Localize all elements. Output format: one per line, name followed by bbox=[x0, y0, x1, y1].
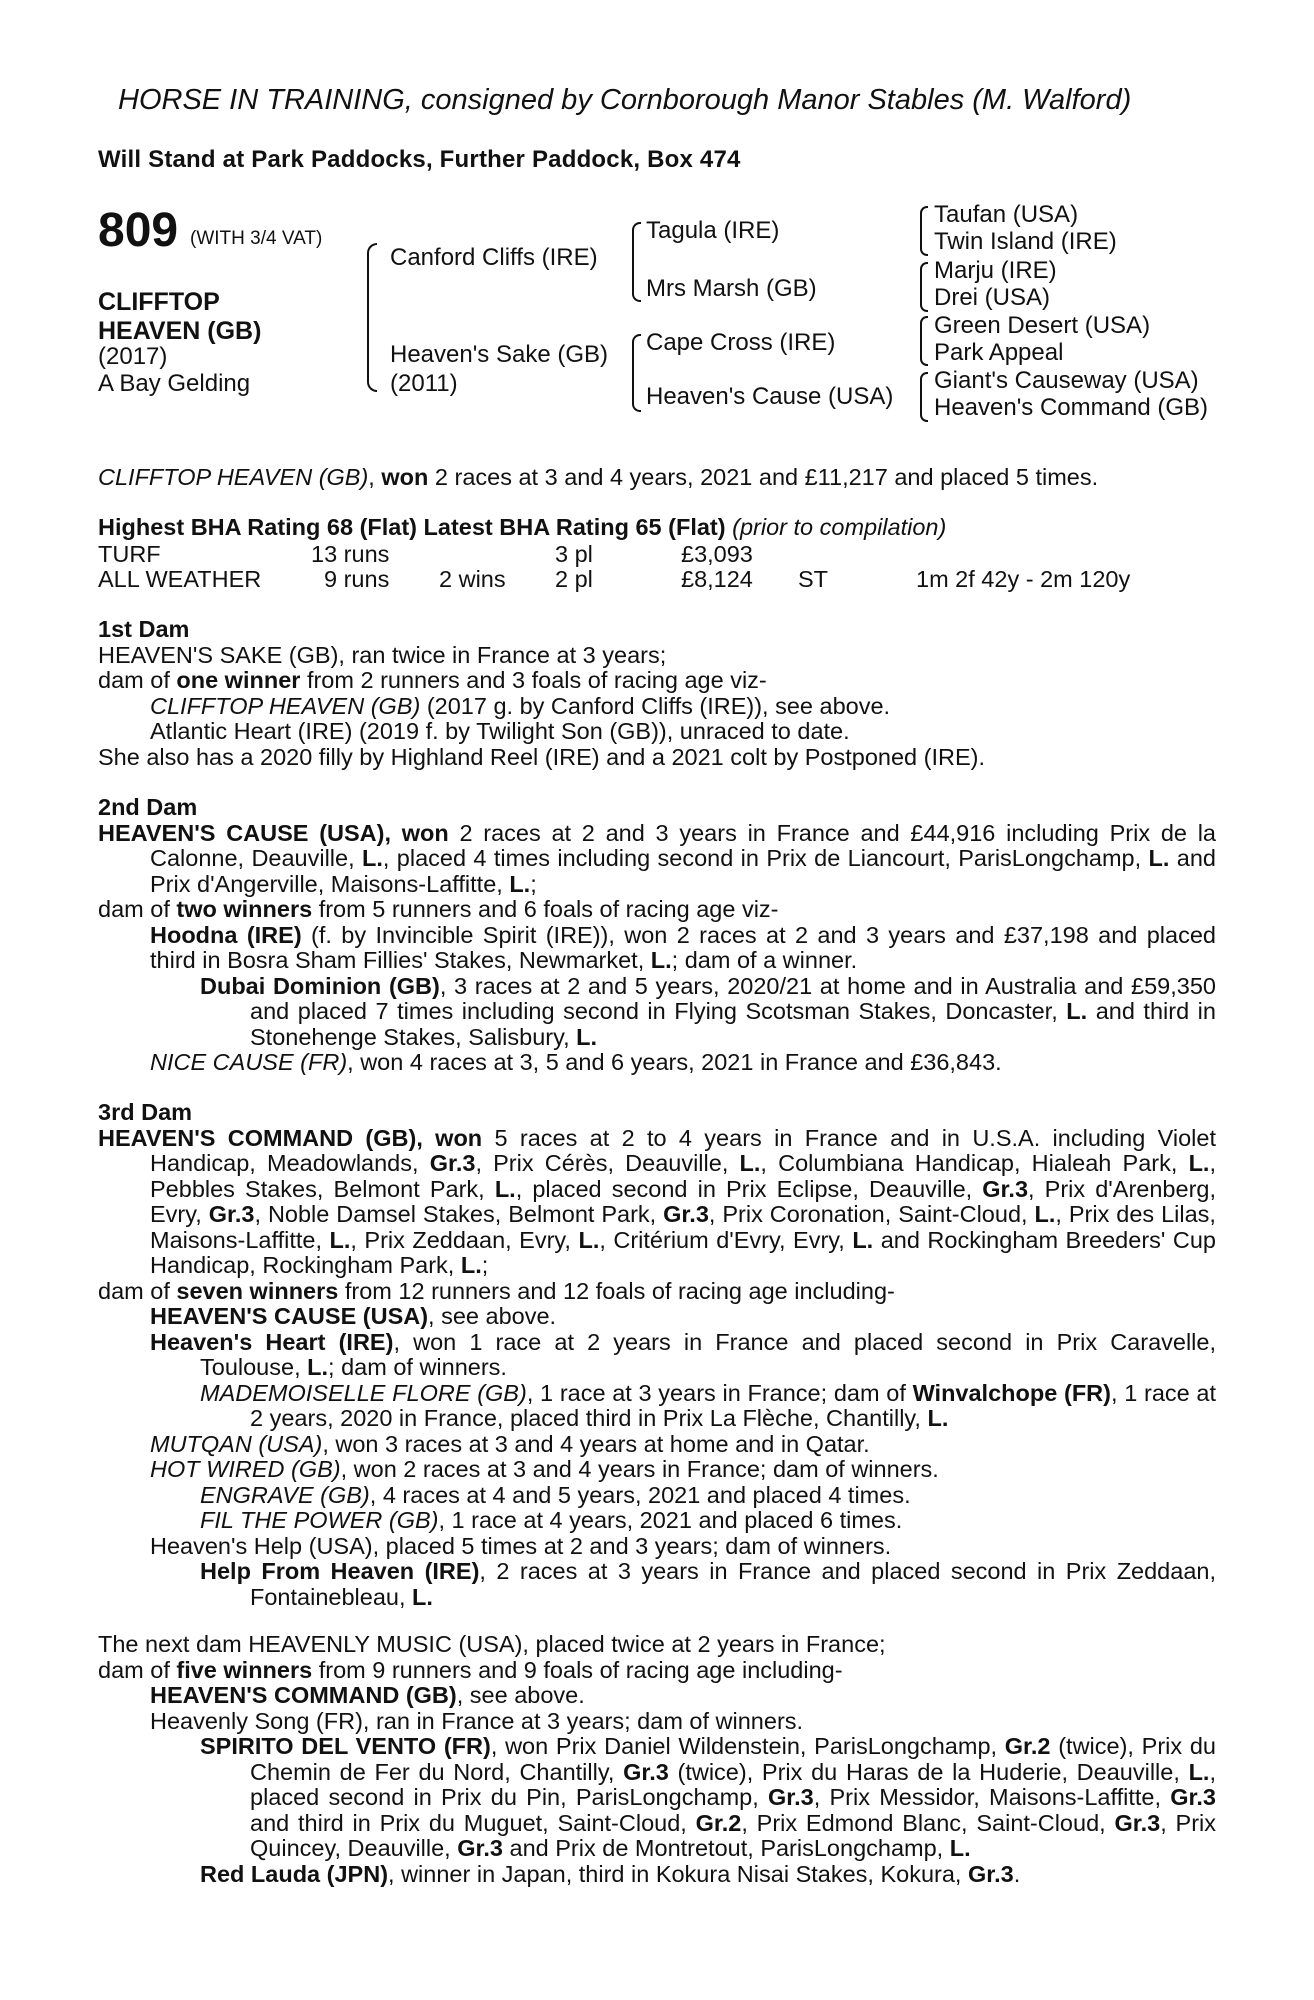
next-dam-grandfoal-red-lauda: Red Lauda (JPN), winner in Japan, third in Kokura Nisai Stakes, Kokura, Gr.3. bbox=[200, 1860, 1021, 1887]
record-places: 2 pl bbox=[555, 566, 593, 592]
horse-name-line1: CLIFFTOP bbox=[98, 288, 220, 316]
summary-text: 2 races at 3 and 4 years, 2021 and £11,217 and placed 5 times. bbox=[428, 464, 1099, 490]
record-row-turf bbox=[98, 541, 1216, 567]
pedigree-brace-dam bbox=[632, 334, 641, 412]
first-dam-section bbox=[98, 617, 1216, 770]
record-earnings: £3,093 bbox=[681, 541, 753, 567]
second-dam-section bbox=[98, 795, 1216, 1076]
next-dam-grandfoal-spirito-del-vento: SPIRITO DEL VENTO (FR), won Prix Daniel Wildenstein, ParisLongchamp, Gr.2 (twice), Prix du Chemin de Fer du Nord, Chantilly, Gr.3 (twice), Prix du Haras de la Huderie, Deauville, L., placed second in Prix du Pin, ParisLongchamp, Gr.3, Prix Messidor, Maisons-Laffitte, Gr.3 and third in Prix du Muguet, Saint-Cloud, Gr.2, Prix Edmond Blanc, Saint-Cloud, Gr.3, Prix Quincey, Deauville, Gr.3 and Prix de Montretout, ParisLongchamp, L. bbox=[200, 1733, 1216, 1861]
pedigree-sire-dam: Mrs Marsh (GB) bbox=[646, 275, 817, 302]
pedigree-ggp-8: Heaven's Command (GB) bbox=[934, 394, 1209, 421]
third-dam-foal-mademoiselle-flore: MADEMOISELLE FLORE (GB), 1 race at 3 years in France; dam of Winvalchope (FR), 1 race at 2 years, 2020 in France, placed third in Prix La Flèche, Chantilly, L. bbox=[200, 1379, 1217, 1431]
third-dam-grandfoal-fil-the-power: FIL THE POWER (GB), 1 race at 4 years, 2021 and placed 6 times. bbox=[200, 1507, 903, 1533]
lot-number: 809 bbox=[98, 204, 179, 257]
record-wins: 2 wins bbox=[439, 566, 506, 592]
second-dam-heading: 2nd Dam bbox=[98, 794, 198, 820]
record-going: ST bbox=[798, 566, 829, 592]
third-dam-grandfoal-help-from-heaven: Help From Heaven (IRE), 2 races at 3 years in France and placed second in Prix Zeddaan, Fontainebleau, L. bbox=[200, 1558, 1216, 1610]
record-row-all-weather bbox=[98, 566, 1216, 592]
first-dam-produce-line: dam of one winner from 2 runners and 3 foals of racing age viz- bbox=[98, 667, 767, 693]
record-runs: 9 runs bbox=[324, 566, 390, 592]
pedigree-brace-g1 bbox=[920, 206, 928, 256]
second-dam-foal-dubai-dominion: Dubai Dominion (GB), 3 races at 2 and 5 years, 2020/21 at home and in Australia and £59,350 and placed 7 times including second in Flying Scotsman Stakes, Doncaster, L. and third in Stonehenge Stakes, Salisbury, L. bbox=[200, 972, 1216, 1050]
first-dam-line: HEAVEN'S SAKE (GB), ran twice in France at 3 years; bbox=[98, 641, 667, 668]
summary-won: won bbox=[381, 464, 429, 490]
next-dam-produce-line: dam of five winners from 9 runners and 9 foals of racing age including- bbox=[98, 1656, 843, 1683]
first-dam-foal-2: Atlantic Heart (IRE) (2019 f. by Twilight Son (GB)), unraced to date. bbox=[150, 718, 850, 744]
pedigree-brace-g3 bbox=[920, 316, 928, 366]
third-dam-produce-line: dam of seven winners from 12 runners and 12 foals of racing age including- bbox=[98, 1277, 895, 1304]
pedigree-dam-year: (2011) bbox=[390, 370, 458, 397]
pedigree-sire: Canford Cliffs (IRE) bbox=[390, 244, 598, 271]
pedigree-brace-main bbox=[367, 243, 377, 392]
pedigree-ggp-7: Giant's Causeway (USA) bbox=[934, 367, 1199, 394]
race-summary: CLIFFTOP HEAVEN (GB), won 2 races at 3 and 4 years, 2021 and £11,217 and placed 5 times. bbox=[98, 464, 1099, 490]
pedigree-ggp-2: Twin Island (IRE) bbox=[934, 228, 1117, 255]
second-dam-para: HEAVEN'S CAUSE (USA), won 2 races at 2 and 3 years in France and £44,916 including Prix de la Calonne, Deauville, L., placed 4 times including second in Prix de Liancourt, ParisLongchamp, L. and Prix d'Angerville, Maisons-Laffitte, L.; bbox=[98, 819, 1216, 897]
first-dam-foal-1: CLIFFTOP HEAVEN (GB) (2017 g. by Canford Cliffs (IRE)), see above. bbox=[150, 692, 891, 719]
pedigree-ggp-3: Marju (IRE) bbox=[934, 257, 1057, 284]
pedigree-brace-g4 bbox=[920, 372, 928, 422]
third-dam-para: HEAVEN'S COMMAND (GB), won 5 races at 2 to 4 years in France and in U.S.A. including Violet Handicap, Meadowlands, Gr.3, Prix Cérès, Deauville, L., Columbiana Handicap, Hialeah Park, L., Pebbles Stakes, Belmont Park, L., placed second in Prix Eclipse, Deauville, Gr.3, Prix d'Arenberg, Evry, Gr.3, Noble Damsel Stakes, Belmont Park, Gr.3, Prix Coronation, Saint-Cloud, L., Prix des Lilas, Maisons-Laffitte, L., Prix Zeddaan, Evry, L., Critérium d'Evry, Evry, L. and Rockingham Breeders' Cup Handicap, Rockingham Park, L.; bbox=[98, 1124, 1217, 1278]
next-dam-foal-heavens-command: HEAVEN'S COMMAND (GB), see above. bbox=[150, 1682, 585, 1708]
page-header: HORSE IN TRAINING, consigned by Cornborough Manor Stables (M. Walford) bbox=[118, 84, 1132, 116]
second-dam-foal-nice-cause: NICE CAUSE (FR), won 4 races at 3, 5 and 6 years, 2021 in France and £36,843. bbox=[150, 1049, 1002, 1075]
stand-location: Will Stand at Park Paddocks, Further Paddock, Box 474 bbox=[98, 146, 741, 173]
horse-description: A Bay Gelding bbox=[98, 370, 251, 397]
pedigree-dam-dam: Heaven's Cause (USA) bbox=[646, 383, 894, 410]
third-dam-heading: 3rd Dam bbox=[98, 1099, 193, 1125]
first-dam-heading: 1st Dam bbox=[98, 616, 190, 642]
pedigree-brace-sire bbox=[632, 222, 641, 302]
next-dam-line: The next dam HEAVENLY MUSIC (USA), placed twice at 2 years in France; bbox=[98, 1631, 886, 1657]
vat-note: (WITH 3/4 VAT) bbox=[190, 228, 323, 249]
third-dam-foal-heavens-help: Heaven's Help (USA), placed 5 times at 2 and 3 years; dam of winners. bbox=[150, 1532, 892, 1559]
record-runs: 13 runs bbox=[311, 541, 390, 567]
pedigree-dam-sire: Cape Cross (IRE) bbox=[646, 329, 836, 356]
next-dam-section bbox=[98, 1632, 1216, 1887]
pedigree-sire-sire: Tagula (IRE) bbox=[646, 217, 780, 244]
pedigree-ggp-1: Taufan (USA) bbox=[934, 201, 1079, 228]
pedigree-dam: Heaven's Sake (GB) bbox=[390, 341, 609, 368]
horse-year: (2017) bbox=[98, 343, 168, 370]
summary-horse-name: CLIFFTOP HEAVEN (GB) bbox=[98, 464, 369, 490]
pedigree-brace-g2 bbox=[920, 262, 928, 312]
third-dam-foal-hot-wired: HOT WIRED (GB), won 2 races at 3 and 4 years in France; dam of winners. bbox=[150, 1456, 939, 1482]
rating-label: Highest BHA Rating 68 (Flat) Latest BHA Rating 65 (Flat) bbox=[98, 514, 726, 540]
third-dam-foal-mutqan: MUTQAN (USA), won 3 races at 3 and 4 years at home and in Qatar. bbox=[150, 1430, 870, 1457]
record-distance: 1m 2f 42y - 2m 120y bbox=[916, 566, 1131, 592]
rating-note: (prior to compilation) bbox=[732, 514, 947, 540]
third-dam-grandfoal-engrave: ENGRAVE (GB), 4 races at 4 and 5 years, 2021 and placed 4 times. bbox=[200, 1481, 911, 1508]
pedigree-ggp-4: Drei (USA) bbox=[934, 284, 1051, 311]
bha-rating bbox=[98, 515, 1216, 541]
horse-name-line2: HEAVEN (GB) bbox=[98, 317, 262, 345]
next-dam-foal-heavenly-song: Heavenly Song (FR), ran in France at 3 years; dam of winners. bbox=[150, 1707, 804, 1734]
record-surface: ALL WEATHER bbox=[98, 566, 262, 592]
third-dam-section bbox=[98, 1100, 1216, 1610]
pedigree-ggp-5: Green Desert (USA) bbox=[934, 312, 1151, 339]
third-dam-foal-heavens-heart: Heaven's Heart (IRE), won 1 race at 2 years in France and placed second in Prix Caravelle, Toulouse, L.; dam of winners. bbox=[150, 1328, 1217, 1380]
first-dam-note: She also has a 2020 filly by Highland Reel (IRE) and a 2021 colt by Postponed (IRE). bbox=[98, 743, 985, 770]
record-places: 3 pl bbox=[555, 541, 593, 567]
second-dam-produce-line: dam of two winners from 5 runners and 6 foals of racing age viz- bbox=[98, 896, 779, 922]
second-dam-foal-hoodna: Hoodna (IRE) (f. by Invincible Spirit (IRE)), won 2 races at 2 and 3 years and £37,198 and placed third in Bosra Sham Fillies' Stakes, Newmarket, L.; dam of a winner. bbox=[150, 921, 1216, 973]
record-earnings: £8,124 bbox=[681, 566, 753, 592]
record-surface: TURF bbox=[98, 541, 161, 567]
third-dam-foal-heavens-cause: HEAVEN'S CAUSE (USA), see above. bbox=[150, 1303, 557, 1329]
pedigree-ggp-6: Park Appeal bbox=[934, 339, 1064, 366]
